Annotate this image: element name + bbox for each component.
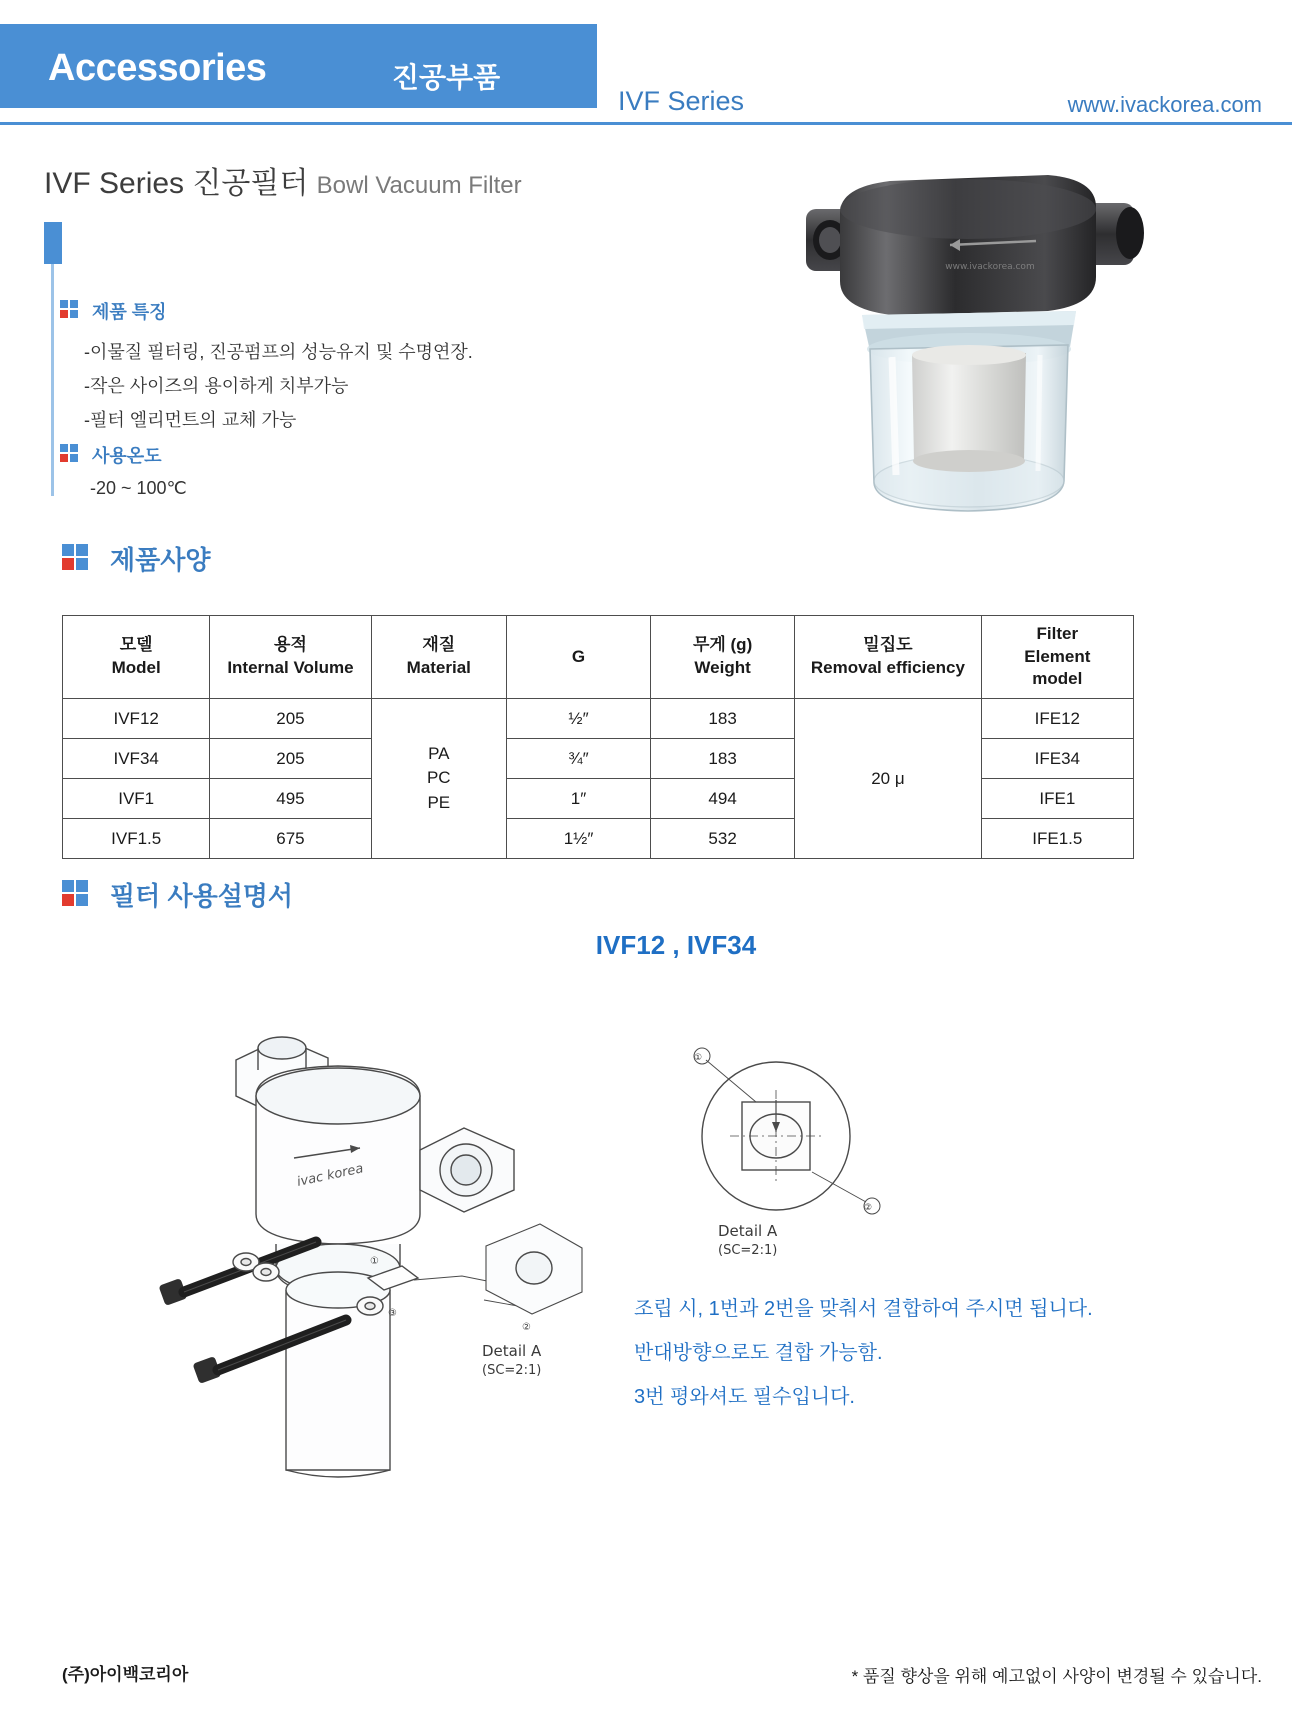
cell-volume: 205 (210, 739, 371, 779)
cell-g: ½″ (507, 699, 651, 739)
cell-weight: 183 (651, 699, 795, 739)
header-model (63, 616, 210, 699)
cell-g: 1½″ (507, 819, 651, 859)
svg-text:ivac korea: ivac korea (295, 1161, 365, 1190)
temperature-heading: 사용온도 (92, 446, 162, 466)
detail-a-drawing (660, 1040, 940, 1270)
svg-text:(SC=2:1): (SC=2:1) (482, 1363, 542, 1378)
section-title-spec: 제품사양 (110, 545, 211, 575)
temperature-value: -20 ~ 100℃ (90, 478, 187, 498)
header-element-line1: Filter (1036, 623, 1079, 643)
features-heading: 제품 특징 (92, 302, 167, 322)
page-title-sub: Bowl Vacuum Filter (316, 172, 522, 199)
header-model-en: Model (111, 658, 161, 677)
drawing-title-text: IVF12 , IVF34 (595, 930, 757, 960)
cell-material (371, 699, 506, 859)
bullet-squares-icon (60, 300, 78, 318)
header-volume (210, 616, 371, 699)
cell-g: ¾″ (507, 739, 651, 779)
page-title (44, 158, 522, 202)
page-title-main: IVF Series 진공필터 (44, 167, 309, 200)
material-line-3: PE (427, 792, 451, 812)
cell-g: 1″ (507, 779, 651, 819)
table-header-row (63, 616, 1134, 699)
feature-item-2: -작은 사이즈의 용이하게 치부가능 (84, 376, 349, 396)
cell-volume: 205 (210, 699, 371, 739)
header-title-kr: 진공부품 (392, 62, 501, 93)
assembly-note-3: 3번 평와셔도 필수입니다. (634, 1386, 855, 1408)
feature-item-3: -필터 엘리먼트의 교체 가능 (84, 410, 297, 430)
cell-model: IVF1 (63, 779, 210, 819)
table-row (63, 699, 1134, 739)
header-filter-element (981, 616, 1133, 699)
header-divider (0, 122, 1292, 125)
svg-text:②: ② (863, 1203, 873, 1213)
header-material (371, 616, 506, 699)
bullet-squares-icon-temp (60, 444, 78, 462)
header-material-en: Material (406, 658, 471, 677)
header-volume-kr: 용적 (274, 635, 307, 655)
header-model-kr: 모델 (119, 635, 153, 655)
cell-element: IFE1.5 (981, 819, 1133, 859)
cell-model: IVF34 (63, 739, 210, 779)
product-photo (800, 165, 1170, 535)
cell-model: IVF1.5 (63, 819, 210, 859)
svg-text:www.ivackorea.com: www.ivackorea.com (945, 262, 1035, 272)
drawing-title (0, 930, 1292, 961)
header-weight-en: Weight (694, 658, 751, 677)
material-line-1: PA (428, 743, 450, 763)
bullet-squares-icon-manual (62, 880, 88, 906)
cell-weight: 532 (651, 819, 795, 859)
header-element-line2: Element (1024, 646, 1091, 666)
cell-element: IFE12 (981, 699, 1133, 739)
svg-text:Detail A: Detail A (718, 1222, 778, 1240)
svg-text:①: ① (370, 1256, 379, 1267)
svg-text:②: ② (522, 1322, 531, 1333)
header-website-url[interactable]: www.ivackorea.com (1067, 92, 1262, 117)
cell-weight: 494 (651, 779, 795, 819)
header-element-line3: model (1032, 669, 1083, 689)
bullet-squares-icon-spec (62, 544, 88, 570)
cell-weight: 183 (651, 739, 795, 779)
cell-volume: 675 (210, 819, 371, 859)
header-g: G (507, 616, 651, 699)
footer-disclaimer: * 품질 향상을 위해 예고없이 사양이 변경될 수 있습니다. (851, 1667, 1262, 1686)
assembly-note-1: 조립 시, 1번과 2번을 맞춰서 결합하여 주시면 됩니다. (634, 1298, 1093, 1320)
header-removal-efficiency (795, 616, 982, 699)
cell-model: IVF12 (63, 699, 210, 739)
cell-volume: 495 (210, 779, 371, 819)
header-series-label: IVF Series (618, 86, 745, 116)
header-weight (651, 616, 795, 699)
header-density-en: Removal efficiency (810, 658, 965, 677)
assembly-note-2: 반대방향으로도 결합 가능함. (634, 1342, 883, 1364)
svg-text:③: ③ (388, 1308, 397, 1319)
feature-item-1: -이물질 필터링, 진공펌프의 성능유지 및 수명연장. (84, 342, 473, 362)
specification-table (62, 615, 1134, 859)
assembly-drawing (70, 1000, 630, 1500)
cell-element: IFE34 (981, 739, 1133, 779)
cell-element: IFE1 (981, 779, 1133, 819)
header-density-kr: 밀집도 (863, 635, 913, 655)
accent-bar (44, 222, 62, 264)
header-volume-en: Internal Volume (227, 658, 354, 677)
header-material-kr: 재질 (422, 635, 456, 655)
accent-vertical-line (51, 264, 54, 496)
header-weight-kr: 무게 (g) (692, 635, 753, 655)
svg-text:Detail A: Detail A (482, 1342, 542, 1360)
footer-company: (주)아이백코리아 (62, 1665, 189, 1684)
header-title-en: Accessories (48, 47, 267, 89)
page-header (0, 0, 1292, 128)
svg-text:(SC=2:1): (SC=2:1) (718, 1243, 778, 1258)
cell-removal-efficiency: 20 μ (795, 699, 982, 859)
svg-text:①: ① (693, 1053, 703, 1063)
material-line-2: PC (426, 768, 451, 788)
section-title-manual: 필터 사용설명서 (110, 881, 294, 911)
